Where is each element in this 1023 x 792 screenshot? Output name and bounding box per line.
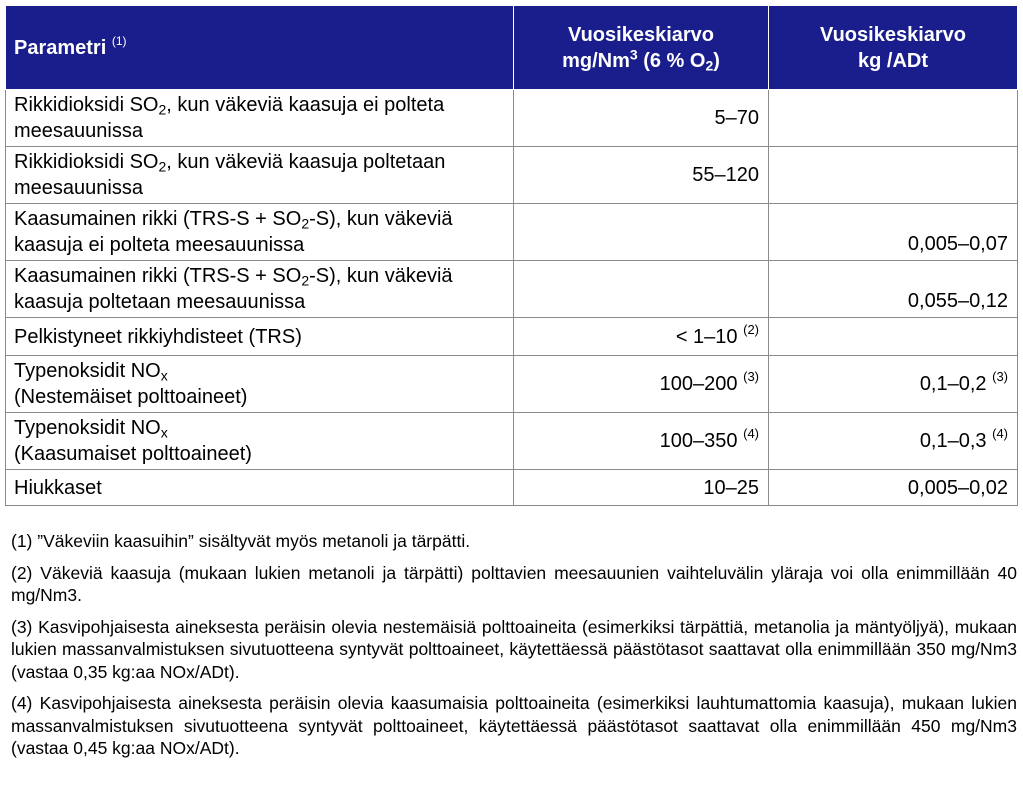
footnote-3: (3) Kasvipohjaisesta aineksesta peräisin olevia nestemäisiä polttoaineita (esimerkiksi tärpättiä, metanolia ja mäntyöljyä), mukaan lukien massanvalmistuksen sivutuotteena syntyvät polttoaineet, käytettäessä päästötasot saattavat olla enimmillään 350 mg/Nm3 (vastaa 0,35 kg:aa NOx/ADt). — [11, 616, 1017, 682]
kg-value-cell — [769, 90, 1018, 147]
table-row — [6, 470, 1018, 506]
header-annual-mean-mg: Vuosikeskiarvo mg/Nm$^3$ (6 % $O_2$) — [514, 6, 769, 90]
kg-value-cell: 0,1–0,2 $^{(3)}$ — [769, 356, 1018, 413]
kg-value-cell: 0,005–0,07 — [769, 204, 1018, 261]
mg-value-cell: 100–350 $^{(4)}$ — [514, 413, 769, 470]
parameter-cell: Kaasumainen rikki $(TRS-S + SO_2-S)$, kun väkeviä kaasuja ei polteta meesauunissa — [6, 204, 514, 261]
kg-value-cell: 0,055–0,12 — [769, 261, 1018, 318]
kg-value-cell: 0,1–0,3 $^{(4)}$ — [769, 413, 1018, 470]
footnote-ref: (4) — [992, 426, 1008, 441]
table-row — [6, 204, 1018, 261]
table-row — [6, 318, 1018, 356]
mg-value-cell: 55–120 — [514, 147, 769, 204]
mg-value-cell: 10–25 — [514, 470, 769, 506]
mg-value-cell: 100–200 $^{(3)}$ — [514, 356, 769, 413]
footnote-ref: (4) — [743, 426, 759, 441]
table-row — [6, 261, 1018, 318]
kg-value-cell — [769, 318, 1018, 356]
mg-value-cell: < 1–10 $^{(2)}$ — [514, 318, 769, 356]
kg-value-cell: 0,005–0,02 — [769, 470, 1018, 506]
footnote-1: (1) ”Väkeviin kaasuihin” sisältyvät myös metanoli ja tärpätti. — [11, 531, 471, 551]
header-parameter: Parametri $^{(1)}$ — [6, 6, 514, 90]
table-row — [6, 413, 1018, 470]
header-parameter-note: (1) — [111, 33, 127, 48]
footnote-ref: (3) — [743, 369, 759, 384]
table-row — [6, 356, 1018, 413]
footnote-4: (4) Kasvipohjaisesta aineksesta peräisin olevia kaasumaisia polttoaineita (esimerkiksi lauhtumattomia kaasuja), mukaan lukien massanvalmistuksen sivutuotteena syntyvät polttoaineet, käytettäessä päästötasot saattavat olla enimmillään 450 mg/Nm3 (vastaa 0,45 kg:aa NOx/ADt). — [11, 693, 1017, 758]
table-row — [6, 90, 1018, 147]
emission-levels-table — [5, 5, 1018, 506]
parameter-cell: Rikkidioksidi $SO_2$, kun väkeviä kaasuja poltetaan meesauunissa — [6, 147, 514, 204]
mg-value-cell: 5–70 — [514, 90, 769, 147]
footnote-ref: (3) — [992, 369, 1008, 384]
parameter-cell: Typenoksidit $NO_x$ (Kaasumaiset polttoaineet) — [6, 413, 514, 470]
parameter-cell: Typenoksidit $NO_x$ (Nestemäiset polttoaineet) — [6, 356, 514, 413]
footnote-2: (2) Väkeviä kaasuja (mukaan lukien metanoli ja tärpätti) polttavien meesauunien vaihteluvälin yläraja voi olla enimmillään 40 mg/Nm3. — [11, 562, 1017, 605]
parameter-cell: Kaasumainen rikki $(TRS-S + SO_2-S)$, kun väkeviä kaasuja poltetaan meesauunissa — [6, 261, 514, 318]
table-row — [6, 147, 1018, 204]
mg-value-cell — [514, 204, 769, 261]
table-header-row — [6, 6, 1018, 90]
header-annual-mean-kg: Vuosikeskiarvo kg /ADt — [769, 6, 1018, 90]
parameter-cell: Hiukkaset — [6, 470, 514, 506]
parameter-cell: Pelkistyneet rikkiyhdisteet (TRS) — [6, 318, 514, 356]
footnotes — [11, 530, 1017, 769]
parameter-cell: Rikkidioksidi $SO_2$, kun väkeviä kaasuja ei polteta meesauunissa — [6, 90, 514, 147]
kg-value-cell — [769, 147, 1018, 204]
mg-value-cell — [514, 261, 769, 318]
footnote-ref: (2) — [743, 321, 759, 337]
